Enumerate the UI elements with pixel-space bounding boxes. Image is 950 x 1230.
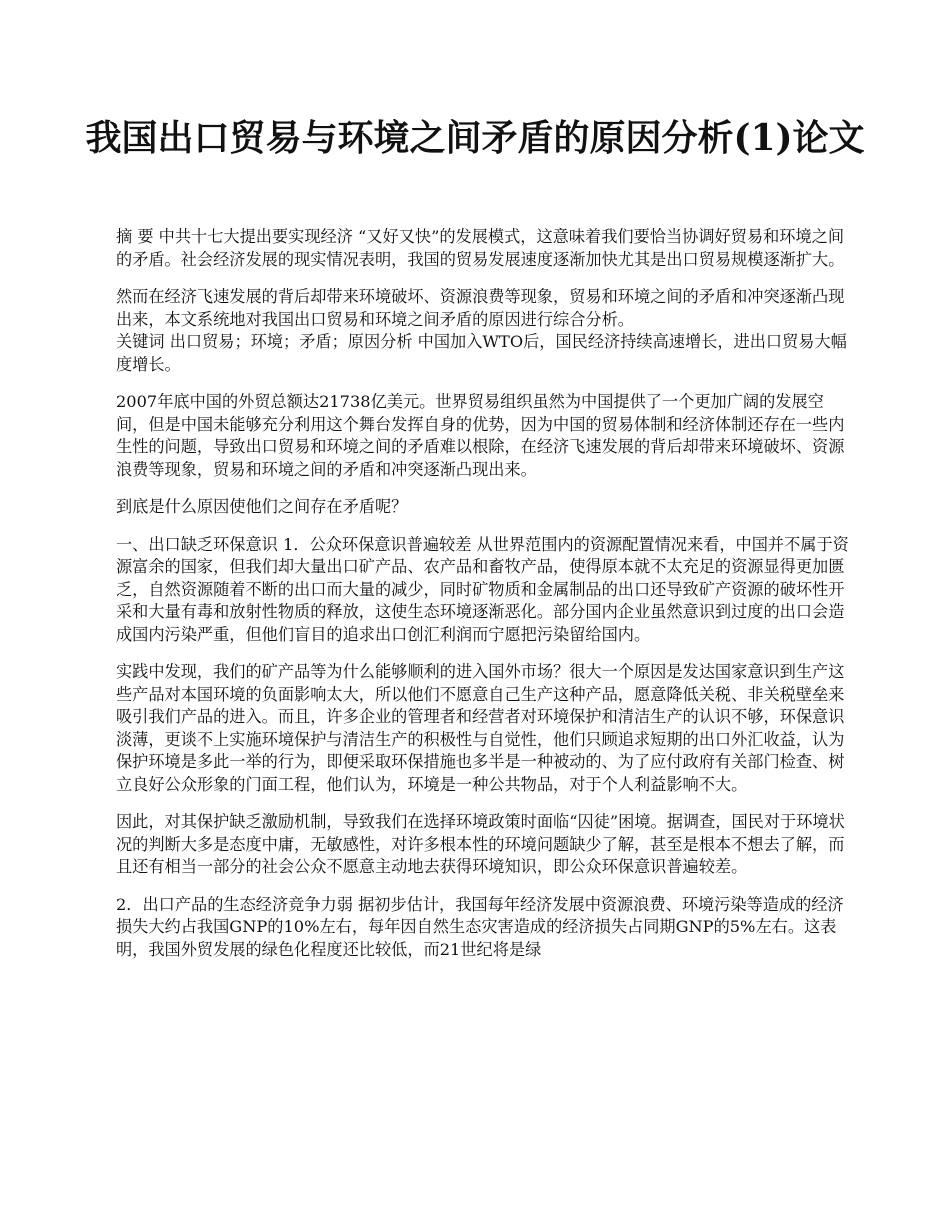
- body-paragraph: 到底是什么原因使他们之间存在矛盾呢？: [116, 497, 408, 516]
- section-one-paragraph: 一、出口缺乏环保意识 1．公众环保意识普遍较差 从世界范围内的资源配置情况来看，中国并不属于资源富余的国家，但我们却大量出口矿产品、农产品和畜牧产品，使得原本就不太充足的资源显得更加匮乏，自然资源随着不断的出口而大量的减少，同时矿物质和金属制品的出口还导致矿产资源的破坏性开采和大量有毒和放射性物质的释放，这使生态环境逐渐恶化。部分国内企业虽然意识到过度的出口会造成国内污染严重，但他们盲目的追求出口创汇利润而宁愿把污染留给国内。: [116, 534, 849, 644]
- body-paragraph: 因此，对其保护缺乏激励机制，导致我们在选择环境政策时面临“囚徒”困境。据调查，国民对于环境状况的判断大多是态度中庸，无敏感性，对许多根本性的环境问题缺少了解，甚至是根本不想去了解，而且还有相当一部分的社会公众不愿意主动地去获得环境知识，即公众环保意识普遍较差。: [116, 812, 845, 876]
- abstract-paragraph: 摘 要 中共十七大提出要实现经济 “又好又快”的发展模式，这意味着我们要恰当协调好贸易和环境之间的矛盾。社会经济发展的现实情况表明，我国的贸易发展速度逐渐加快尤其是出口贸易规模逐渐扩大。: [116, 227, 845, 269]
- section-two-paragraph: 2．出口产品的生态经济竞争力弱 据初步估计，我国每年经济发展中资源浪费、环境污染等造成的经济损失大约占我国GNP的10%左右，每年因自然生态灾害造成的经济损失占同期GNP的5%左右。这表明，我国外贸发展的绿色化程度还比较低，而21世纪将是绿: [116, 894, 844, 959]
- document-title: 我国出口贸易与环境之间矛盾的原因分析(1)论文: [85, 117, 865, 159]
- document-body: [116, 226, 854, 976]
- body-paragraph: 实践中发现，我们的矿产品等为什么能够顺利的进入国外市场？很大一个原因是发达国家意识到生产这些产品对本国环境的负面影响太大，所以他们不愿意自己生产这种产品，愿意降低关税、非关税壁垒来吸引我们产品的进入。而且，许多企业的管理者和经营者对环境保护和清洁生产的认识不够，环保意识淡薄，更谈不上实施环境保护与清洁生产的积极性与自觉性，他们只顾追求短期的出口外汇收益，认为保护环境是多此一举的行为，即便采取环保措施也多半是一种被动的、为了应付政府有关部门检查、树立良好公众形象的门面工程，他们认为，环境是一种公共物品，对于个人利益影响不大。: [116, 662, 845, 794]
- body-paragraph: 2007年底中国的外贸总额达21738亿美元。世界贸易组织虽然为中国提供了一个更加广阔的发展空间，但是中国未能够充分利用这个舞台发挥自身的优势，因为中国的贸易体制和经济体制还存在一些内生性的问题，导致出口贸易和环境之间的矛盾难以根除，在经济飞速发展的背后却带来环境破坏、资源浪费等现象，贸易和环境之间的矛盾和冲突逐渐凸现出来。: [116, 392, 845, 479]
- keywords-paragraph: 关键词 出口贸易；环境；矛盾；原因分析 中国加入WTO后，国民经济持续高速增长，进出口贸易大幅度增长。: [116, 332, 847, 374]
- body-paragraph: 然而在经济飞速发展的背后却带来环境破坏、资源浪费等现象，贸易和环境之间的矛盾和冲突逐渐凸现出来，本文系统地对我国出口贸易和环境之间矛盾的原因进行综合分析。: [116, 287, 845, 329]
